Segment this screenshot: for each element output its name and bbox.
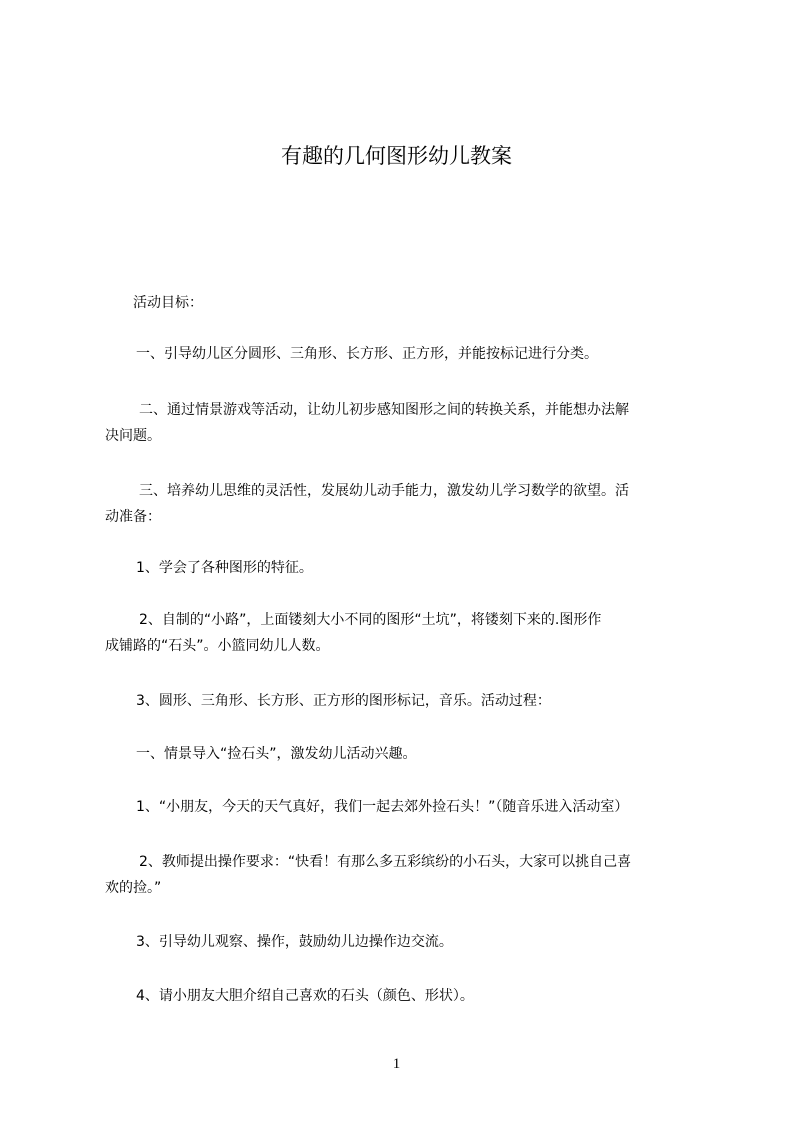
paragraph-prep-3: [136, 688, 714, 714]
paragraph-continuation: 动准备：: [105, 509, 161, 525]
paragraph-step-3: [136, 929, 714, 955]
paragraph-text: 一、情景导入“捡石头”，激发幼儿活动兴趣。: [136, 746, 417, 762]
paragraph-text: 2、自制的“小路”，上面镂刻大小不同的图形“土坑”，将镂刻下来的.图形作: [139, 612, 602, 628]
paragraph-goal-1: [136, 341, 714, 367]
paragraph-text: 活动目标：: [133, 295, 203, 311]
paragraph-step-2: [105, 849, 717, 901]
paragraph-process-1: [136, 741, 714, 767]
paragraph-step-4: [136, 983, 714, 1009]
paragraph-text: 二、通过情景游戏等活动，让幼儿初步感知图形之间的转换关系，并能想办法解: [139, 402, 629, 418]
paragraph-text: 3、引导幼儿观察、操作，鼓励幼儿边操作边交流。: [136, 934, 453, 950]
paragraph-prep-2: [105, 607, 717, 659]
paragraph-text: 2、教师提出操作要求：“快看！有那么多五彩缤纷的小石头，大家可以挑自己喜: [139, 854, 632, 870]
paragraph-prep-1: [136, 555, 714, 581]
paragraph-text: 三、培养幼儿思维的灵活性，发展幼儿动手能力，激发幼儿学习数学的欲望。活: [139, 483, 629, 499]
paragraph-goal-2: [105, 397, 717, 449]
paragraph-step-1: [136, 794, 714, 820]
paragraph-text: 1、学会了各种图形的特征。: [136, 560, 313, 576]
paragraph-continuation: 成铺路的“石头”。小篮同幼儿人数。: [105, 638, 330, 654]
paragraph-text: 一、引导幼儿区分圆形、三角形、长方形、正方形，并能按标记进行分类。: [136, 346, 598, 362]
page-number: 1: [392, 1056, 401, 1072]
paragraph-activity-goals-heading: [133, 290, 711, 316]
paragraph-continuation: 决问题。: [105, 428, 161, 444]
paragraph-continuation: 欢的捡。”: [105, 880, 162, 896]
paragraph-text: 3、圆形、三角形、长方形、正方形的图形标记，音乐。活动过程：: [136, 693, 551, 709]
paragraph-goal-3: [105, 478, 717, 530]
paragraph-text: 4、请小朋友大胆介绍自己喜欢的石头（颜色、形状）。: [136, 988, 474, 1004]
document-title: 有趣的几何图形幼儿教案: [281, 144, 512, 168]
paragraph-text: 1、“小朋友，今天的天气真好，我们一起去郊外捡石头！”（随音乐进入活动室）: [136, 799, 629, 815]
